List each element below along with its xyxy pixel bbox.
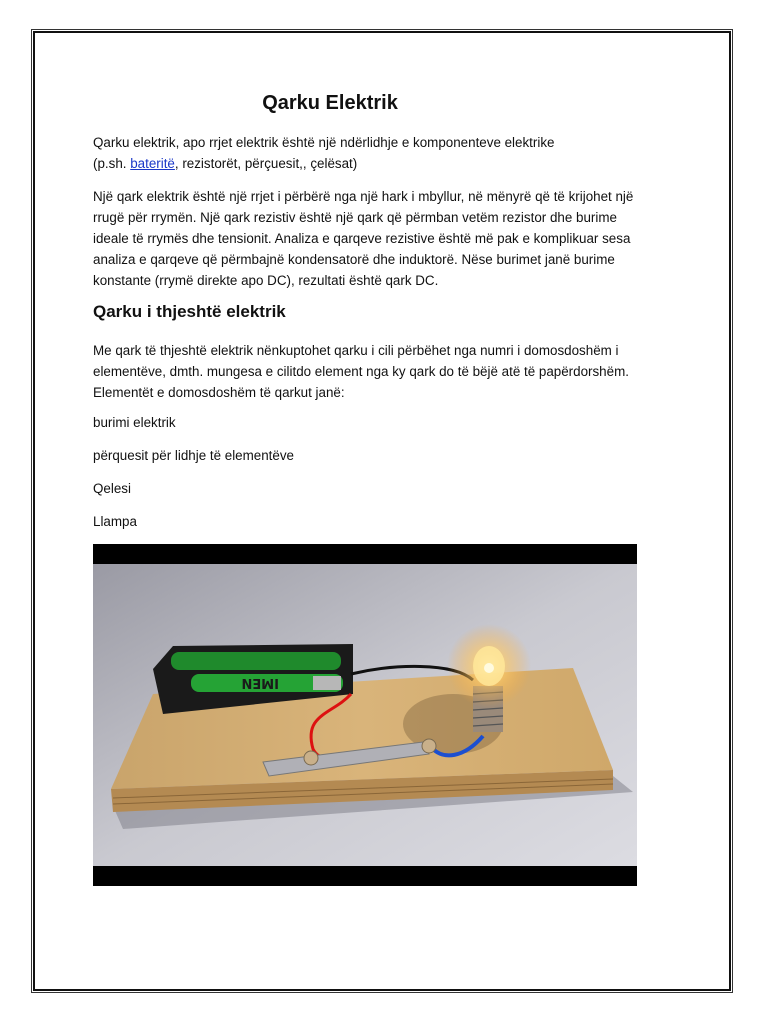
paragraph-line: elementëve, dmth. mungesa e cilitdo element nga ky qark do të bëjë atë të papërdorshëm. bbox=[93, 364, 629, 379]
list-item: burimi elektrik bbox=[93, 415, 176, 430]
bateri-link[interactable]: bateritë bbox=[130, 156, 175, 171]
section-subtitle: Qarku i thjeshtë elektrik bbox=[93, 302, 286, 321]
intro-prefix: (p.sh. bbox=[93, 156, 131, 171]
circuit-photo bbox=[93, 544, 637, 886]
list-item: Qelesi bbox=[93, 481, 131, 496]
paragraph-line: Me qark të thjeshtë elektrik nënkuptohet qarku i cili përbëhet nga numri i domosdoshëm i bbox=[93, 343, 619, 358]
definition-paragraph bbox=[93, 186, 693, 291]
intro-suffix: , rezistorët, përçuesit,, çelësat) bbox=[174, 156, 358, 171]
paragraph-line: analiza e qarqeve që përmbajnë kondensatorë dhe induktorë. Nëse burimet janë burime bbox=[93, 252, 615, 267]
battery-label: IMEN bbox=[241, 675, 279, 690]
simple-circuit-paragraph bbox=[93, 340, 693, 403]
paragraph-line: Elementët e domosdoshëm të qarkut janë: bbox=[93, 385, 345, 400]
intro-line-1: Qarku elektrik, apo rrjet elektrik është një ndërlidhje e komponenteve elektrike bbox=[93, 135, 555, 150]
list-item: Llampa bbox=[93, 514, 137, 529]
paragraph-line: konstante (rrymë direkte apo DC), rezultati është qark DC. bbox=[93, 273, 439, 288]
page-title: Qarku Elektrik bbox=[262, 92, 398, 114]
paragraph-line: Një qark elektrik është një rrjet i përbërë nga një hark i mbyllur, në mënyrë që të krijohet një bbox=[93, 189, 634, 204]
circuit-illustration bbox=[93, 544, 637, 886]
paragraph-line: ideale të rrymës dhe tensionit. Analiza e qarqeve rezistive është më pak e komplikuar sesa bbox=[93, 231, 631, 246]
list-item: përquesit për lidhje të elementëve bbox=[93, 448, 294, 463]
paragraph-line: rrugë për rrymën. Një qark rezistiv është një qark që përmban vetëm rezistor dhe burime bbox=[93, 210, 617, 225]
intro-paragraph bbox=[93, 132, 693, 174]
